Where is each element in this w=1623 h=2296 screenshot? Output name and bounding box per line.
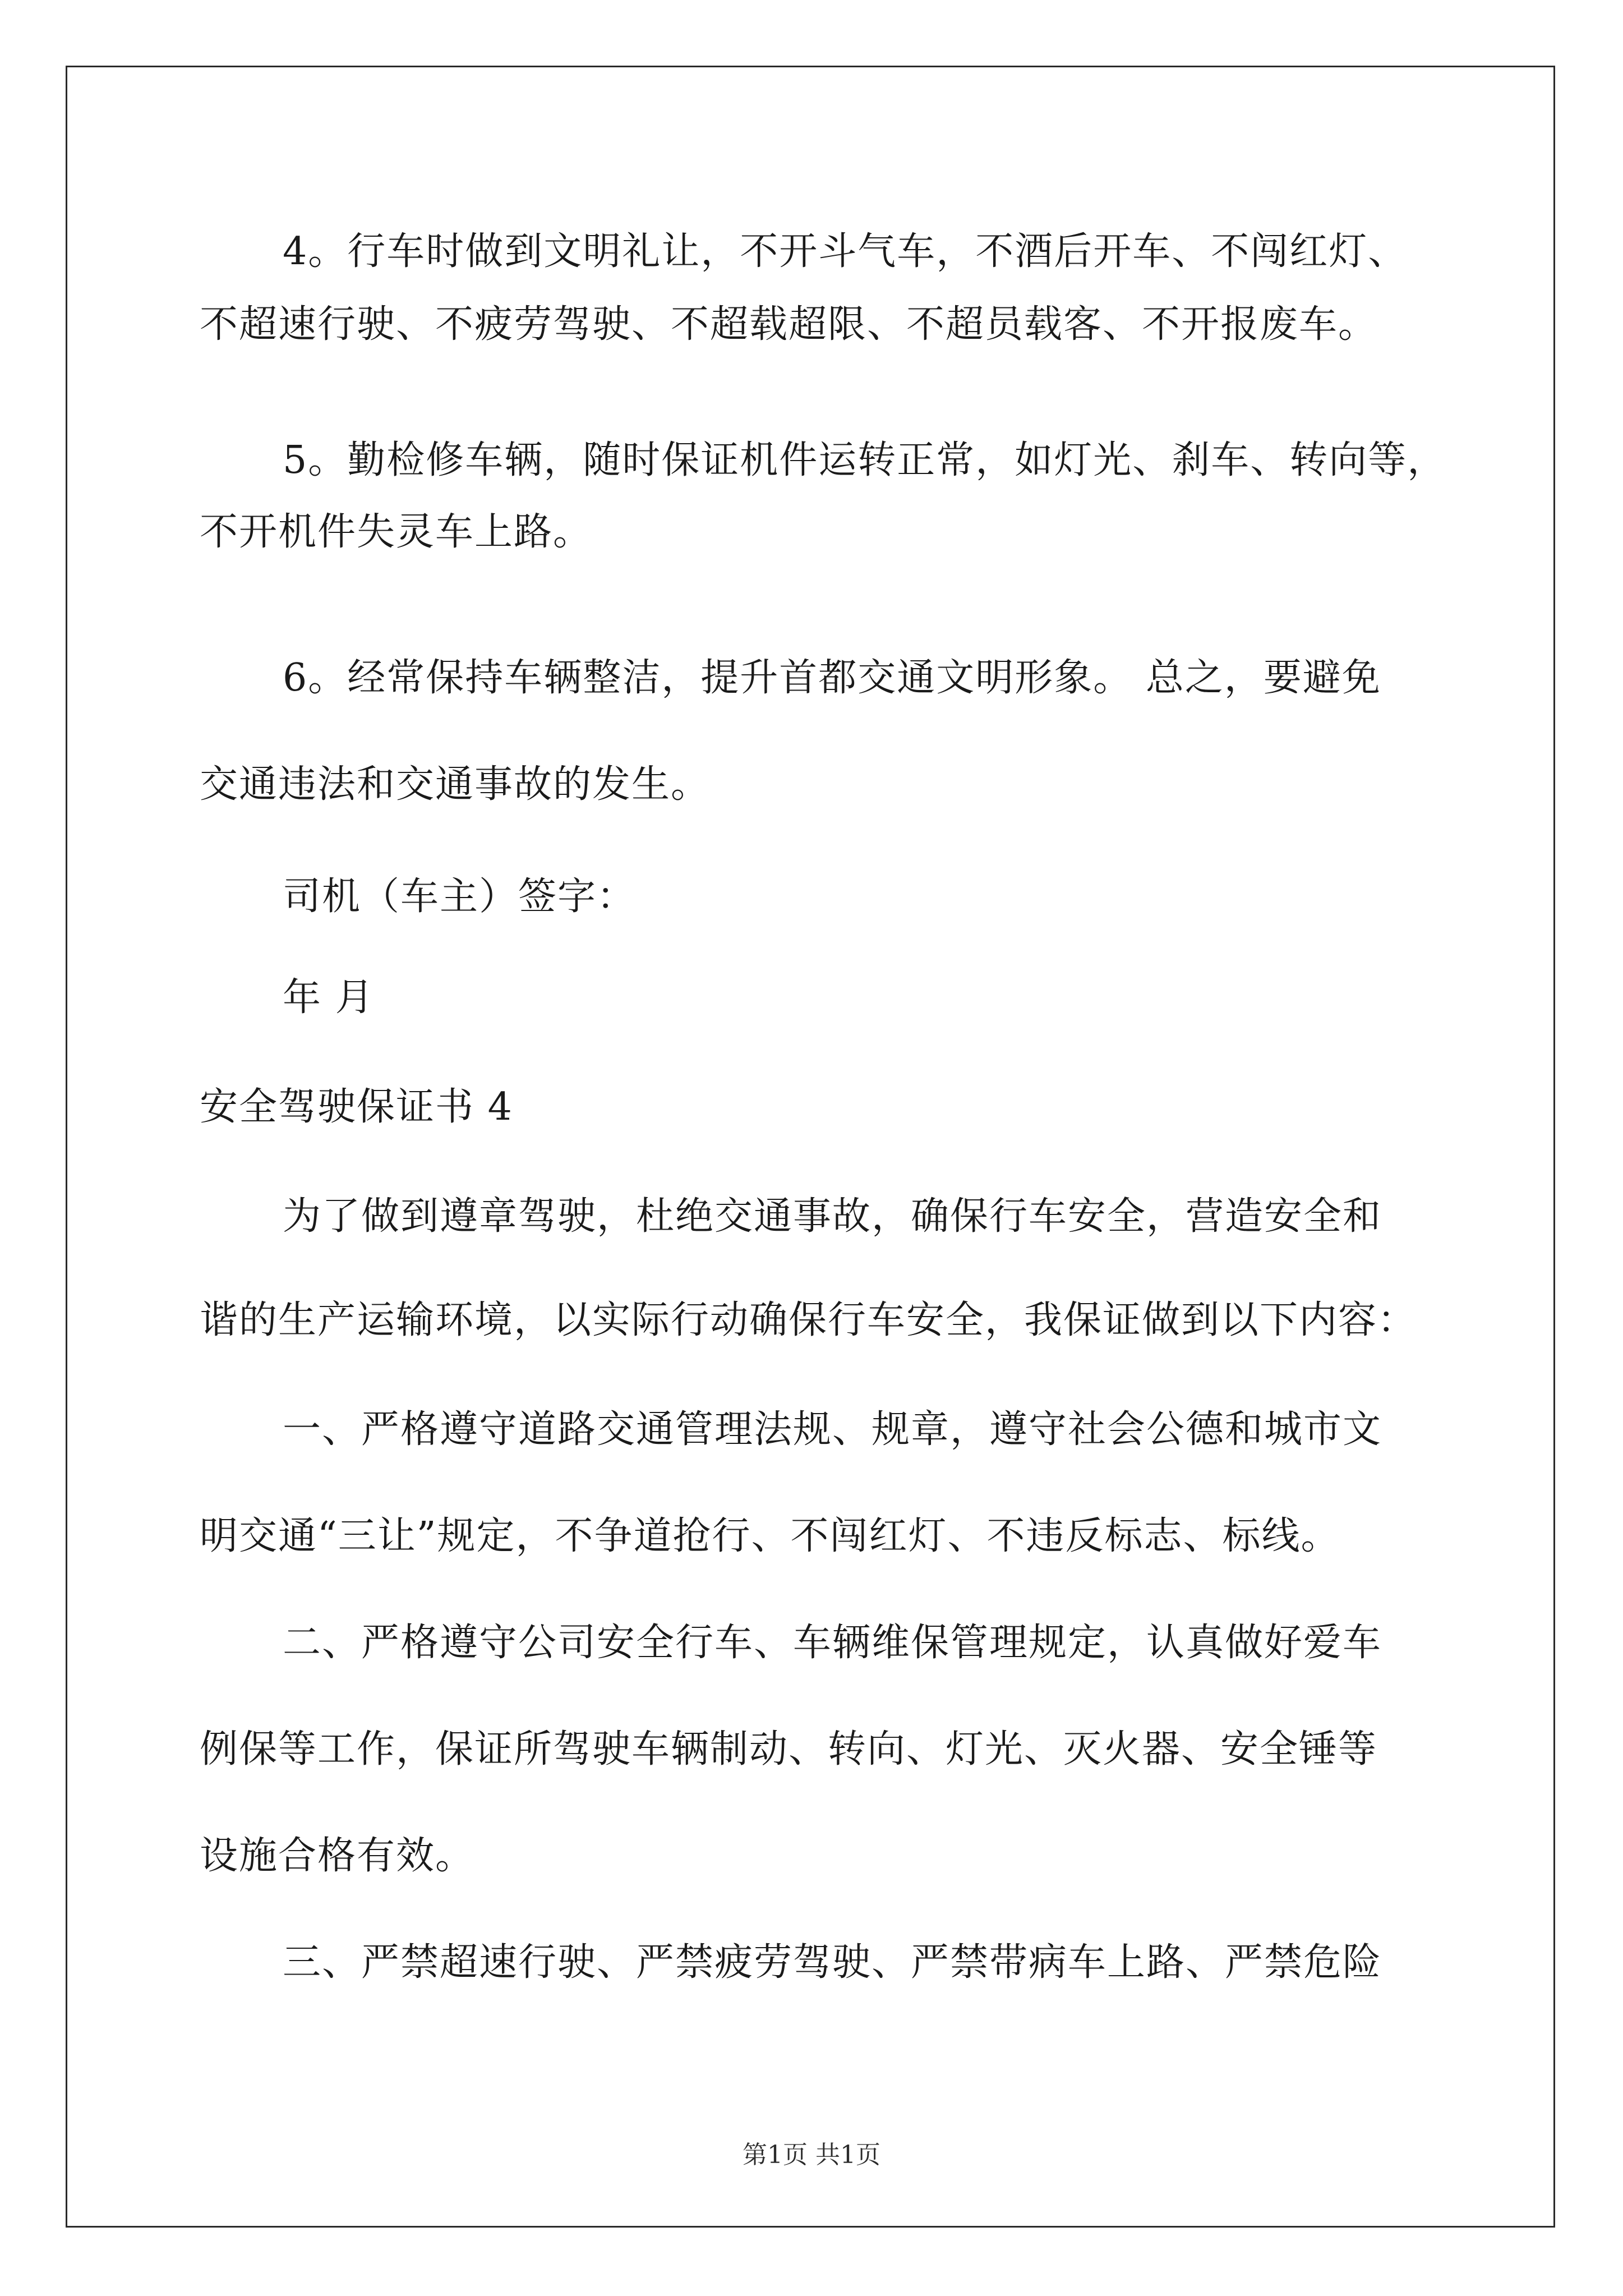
paragraph-line: 4。行车时做到文明礼让，不开斗气车，不酒后开车、不闯红灯、: [283, 229, 1408, 274]
page-footer: 第1页 共1页: [743, 2141, 880, 2169]
paragraph-line: 为了做到遵章驾驶，杜绝交通事故，确保行车安全，营造安全和: [283, 1194, 1382, 1239]
paragraph-line: 不超速行驶、不疲劳驾驶、不超载超限、不超员载客、不开报废车。: [200, 302, 1378, 347]
date-line: 年 月: [283, 976, 375, 1020]
paragraph-line: 二、严格遵守公司安全行车、车辆维保管理规定，认真做好爱车: [283, 1621, 1382, 1665]
paragraph-line: 交通违法和交通事故的发生。: [200, 762, 711, 807]
paragraph-line: 例保等工作，保证所驾驶车辆制动、转向、灯光、灭火器、安全锤等: [200, 1727, 1378, 1772]
paragraph-line: 一、严格遵守道路交通管理法规、规章，遵守社会公德和城市文: [283, 1407, 1382, 1452]
paragraph-line: 谐的生产运输环境，以实际行动确保行车安全，我保证做到以下内容：: [200, 1298, 1417, 1342]
section-title: 安全驾驶保证书 4: [200, 1085, 513, 1129]
paragraph-line: 设施合格有效。: [200, 1834, 475, 1878]
paragraph-line: 明交通“三让”规定，不争道抢行、不闯红灯、不违反标志、标线。: [200, 1514, 1340, 1558]
signature-label: 司机（车主）签字：: [283, 875, 637, 919]
paragraph-line: 不开机件失灵车上路。: [200, 510, 593, 554]
page-border: [66, 66, 1555, 2228]
paragraph-line: 5。勤检修车辆，随时保证机件运转正常，如灯光、刹车、转向等，: [283, 438, 1447, 482]
paragraph-line: 6。经常保持车辆整洁，提升首都交通文明形象。 总之，要避免: [283, 656, 1381, 700]
paragraph-line: 三、严禁超速行驶、严禁疲劳驾驶、严禁带病车上路、严禁危险: [283, 1940, 1382, 1985]
